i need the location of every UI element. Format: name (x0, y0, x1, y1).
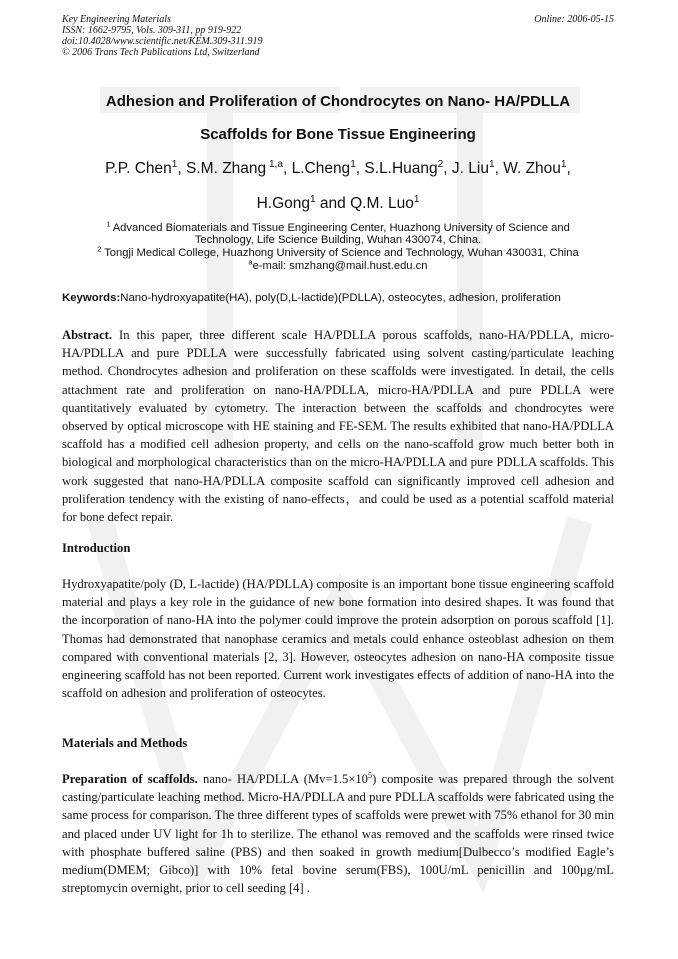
issn-line: ISSN: 1662-9795, Vols. 309-311, pp 919-922 (62, 25, 242, 36)
affiliation-1-line-1: Advanced Biomaterials and Tissue Engineering Center, Huazhong University of Science and (110, 222, 570, 234)
methods-subheading: Preparation of scaffolds. (62, 772, 198, 786)
author-affiliation-mark: 1,a (266, 158, 283, 170)
author-affiliation-mark: 1 (560, 158, 567, 170)
author-name: H.Gong (256, 195, 310, 212)
affiliation-2-text: Tongji Medical College, Huazhong University of Science and Technology, Wuhan 430031, China (101, 247, 579, 259)
author-name: S.L.Huang (364, 160, 438, 177)
keywords-text: Nano-hydroxyapatite(HA), poly(D,L-lactide)(PDLLA), osteocytes, adhesion, proliferation (120, 292, 561, 304)
author-separator: , (355, 160, 365, 177)
doi-line: doi:10.4028/www.scientific.net/KEM.309-311.919 (62, 36, 263, 47)
author-affiliation-mark: 1 (488, 158, 495, 170)
online-date: Online: 2006-05-15 (534, 14, 614, 25)
author-name: Q.M. Luo (350, 195, 414, 212)
affiliation-1-line-2: Technology, Life Science Building, Wuhan 430074, China. (194, 234, 482, 246)
email-mark: a (248, 257, 253, 267)
author-affiliation-mark: 1 (413, 193, 420, 205)
author-name: S.M. Zhang (186, 160, 267, 177)
author-affiliation-mark: 1 (171, 158, 178, 170)
author-affiliation-mark: 1 (309, 193, 316, 205)
methods-paragraph (62, 770, 614, 897)
journal-header (62, 14, 614, 58)
methods-text-b: ) composite was prepared through the solvent casting/particulate leaching method. Micro-HA/PDLLA and pure PDLLA scaffolds were fabricated using the same process for comparison. The three different types of scaffolds were prewet with 75% ethanol for 30 min and placed under UV light for 1h to sterilize. The ethanol was removed and the scaffolds were rinsed twice with phosphate buffered saline (PBS) and then soaked in growth medium[Dulbecco’s modified Eagle’s medium(DMEM; Gibco)] with 10% fetal bovine serum(FBS), 100U/mL penicillin and 100μg/mL streptomycin overnight, prior to cell seeding [4] . (62, 772, 614, 896)
author-separator: and (315, 195, 351, 212)
author-separator: , (566, 160, 571, 177)
author-separator: , (494, 160, 504, 177)
methods-text-a: nano- HA/PDLLA (Mv=1.5×10 (197, 772, 368, 786)
author-list-line-2 (62, 195, 614, 213)
author-affiliation-mark: 2 (437, 158, 444, 170)
affiliation-1-mark: 1 (106, 219, 111, 229)
author-name: J. Liu (451, 160, 489, 177)
methods-exponent: 5 (367, 770, 373, 780)
author-list-line-1 (62, 160, 614, 178)
paper-title-line-1: Adhesion and Proliferation of Chondrocytes on Nano- HA/PDLLA (105, 93, 571, 110)
author-separator: , (443, 160, 452, 177)
introduction-heading: Introduction (62, 541, 131, 555)
abstract-text: In this paper, three different scale HA/PDLLA porous scaffolds, nano-HA/PDLLA, micro-HA/PDLLA and pure PDLLA were successfully fabricated using solvent casting/particulate leaching method. Chondrocytes adhesion and proliferation on these scaffolds were investigated. In detail, the cells attachment rate and proliferation on nano-HA/PDLLA, micro-HA/PDLLA and pure PDLLA were quantitatively evaluated by cytometry. The interaction between the scaffolds and chondrocytes were observed by optical microscope with HE staining and FE-SEM. The results exhibited that nano-HA/PDLLA scaffold has a modified cell adhesion property, and cells on the nano-scaffold grow much better both in biological and morphological characteristics than on the micro-HA/PDLLA and pure PDLLA scaffolds. This work suggested that nano-HA/PDLLA composite scaffold can significantly improved cell adhesion and proliferation tendency with the existing of nano-effects，and could be used as a potential scaffold material for bone defect repair. (62, 328, 614, 525)
author-separator: , (282, 160, 292, 177)
author-name: L.Cheng (291, 160, 351, 177)
affiliation-1 (62, 219, 614, 246)
affiliation-2 (62, 244, 614, 259)
keywords-label: Keywords: (62, 292, 121, 304)
author-separator: , (177, 160, 187, 177)
author-affiliation-mark: 1 (350, 158, 356, 170)
affiliation-2-mark: 2 (97, 244, 102, 254)
journal-name: Key Engineering Materials (62, 14, 171, 25)
introduction-paragraph: Hydroxyapatite/poly (D, L-lactide) (HA/PDLLA) composite is an important bone tissue engineering scaffold material and plays a key role in the guidance of new bone formation into desired shapes. It was found that the incorporation of nano-HA into the polymer could improve the protein adsorption on porous scaffold [1]. Thomas had demonstrated that nanophase ceramics and metals could enhance osteoblast adhesion on them compared with conventional materials [2, 3]. However, osteocytes adhesion on nano-HA composite tissue engineering scaffold has not been reported. Current work investigates effects of addition of nano-HA into the scaffold on adhesion and proliferation of osteocytes. (62, 577, 614, 701)
author-name: P.P. Chen (105, 160, 172, 177)
paper-title-line-2: Scaffolds for Bone Tissue Engineering (200, 126, 476, 143)
methods-heading: Materials and Methods (62, 736, 188, 750)
abstract-paragraph (62, 326, 614, 526)
copyright-line: © 2006 Trans Tech Publications Ltd, Switzerland (62, 47, 260, 58)
abstract-label: Abstract. (62, 328, 113, 342)
corresponding-email (62, 257, 614, 272)
author-name: W. Zhou (503, 160, 561, 177)
keywords (62, 292, 622, 304)
email-text: e-mail: smzhang@mail.hust.edu.cn (252, 260, 428, 272)
